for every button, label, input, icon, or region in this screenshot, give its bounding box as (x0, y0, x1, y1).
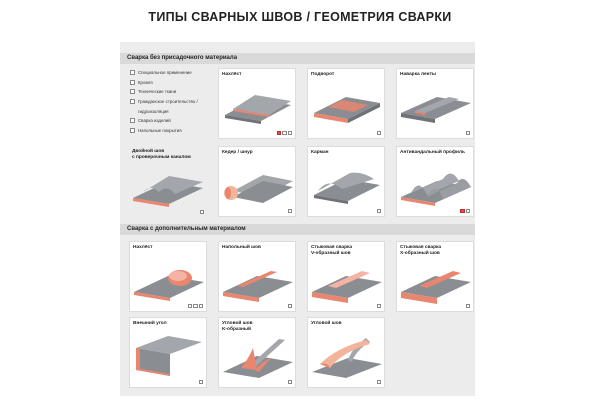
technical-fabrics-icon (377, 209, 382, 214)
roofing-icon (130, 80, 135, 85)
legend-item: Гражданское строительство / (130, 97, 215, 107)
application-badges (277, 131, 293, 136)
legend-item: Сварка изделий (130, 116, 215, 126)
technical-fabrics-icon (466, 209, 471, 214)
product-welding-icon (288, 380, 293, 385)
product-welding-icon (466, 304, 471, 309)
overlap-weld-illustration (219, 69, 297, 140)
weld-card-floor-seam[interactable]: Напольный шов (218, 241, 296, 312)
weld-card-v-butt[interactable]: Стыковая сварка V-образный шов (307, 241, 385, 312)
application-badges (377, 304, 382, 309)
section-header-with-filler: Сварка с дополнительным материалом (120, 224, 475, 235)
application-badges (199, 380, 204, 385)
application-badges (188, 304, 204, 309)
technical-fabrics-icon (200, 210, 205, 215)
technical-fabrics-icon (130, 89, 135, 94)
technical-fabrics-icon (466, 131, 471, 136)
technical-fabrics-icon (193, 304, 198, 309)
page-title: ТИПЫ СВАРНЫХ ШВОВ / ГЕОМЕТРИЯ СВАРКИ (148, 10, 452, 24)
keder-illustration (219, 147, 297, 218)
product-welding-icon (199, 380, 204, 385)
application-badges (288, 209, 293, 214)
weld-card-x-butt[interactable]: Стыковая сварка X-образный шов (396, 241, 474, 312)
application-badges (288, 304, 293, 309)
antivandal-illustration (397, 147, 475, 218)
application-badges (377, 209, 382, 214)
special-application-icon (277, 131, 282, 136)
product-welding-icon (377, 304, 382, 309)
weld-card-double-seam[interactable]: Двойной шов с проверочным каналом (129, 146, 207, 217)
pocket-illustration (308, 147, 386, 218)
double-seam-illustration (129, 146, 207, 217)
floor-covering-icon (130, 128, 135, 133)
legend-item: Напольные покрытия (130, 126, 215, 136)
weld-card-tape[interactable]: Наварка ленты (396, 68, 474, 139)
weld-card-fold[interactable]: Подворот (307, 68, 385, 139)
application-badges (466, 131, 471, 136)
legend-item: гидроизоляция (138, 108, 169, 114)
weld-card-keder[interactable]: Кедер / шнур (218, 146, 296, 217)
floor-covering-icon (288, 304, 293, 309)
fillet-illustration (308, 318, 386, 389)
tape-weld-illustration (397, 69, 475, 140)
special-application-icon (130, 70, 135, 75)
application-badges (377, 131, 382, 136)
technical-fabrics-icon (377, 131, 382, 136)
legend-item: Кровля (130, 78, 215, 88)
k-fillet-illustration (219, 318, 297, 389)
weld-card-pocket[interactable]: Карман (307, 146, 385, 217)
civil-construction-icon (199, 304, 204, 309)
v-butt-illustration (308, 242, 386, 313)
weld-card-k-fillet[interactable]: Угловой шов K-образный (218, 317, 296, 388)
roofing-icon (188, 304, 193, 309)
civil-construction-icon (130, 99, 135, 104)
application-badges (200, 210, 205, 215)
legend-item: Технические ткани (130, 87, 215, 97)
outer-corner-illustration (130, 318, 208, 389)
floor-seam-illustration (219, 242, 297, 313)
weld-card-overlap-filler[interactable]: Нахлёст (129, 241, 207, 312)
legend-item: Специальное применение (130, 68, 215, 78)
technical-fabrics-icon (288, 209, 293, 214)
application-badges (288, 380, 293, 385)
product-welding-icon (377, 380, 382, 385)
technical-fabrics-icon (288, 131, 293, 136)
weld-card-overlap[interactable]: Нахлёст (218, 68, 296, 139)
section-header-no-filler: Сварка без присадочного материала (120, 53, 475, 64)
application-legend (130, 68, 215, 135)
roofing-icon (282, 131, 287, 136)
application-badges (377, 380, 382, 385)
weld-card-antivandal[interactable]: Антивандальный профиль (396, 146, 474, 217)
special-application-icon (460, 209, 465, 214)
overlap-filler-illustration (130, 242, 208, 313)
x-butt-illustration (397, 242, 475, 313)
fold-weld-illustration (308, 69, 386, 140)
application-badges (460, 209, 470, 214)
application-badges (466, 304, 471, 309)
weld-card-fillet[interactable]: Угловой шов (307, 317, 385, 388)
product-welding-icon (130, 118, 135, 123)
weld-card-outer-corner[interactable]: Внешний угол (129, 317, 207, 388)
